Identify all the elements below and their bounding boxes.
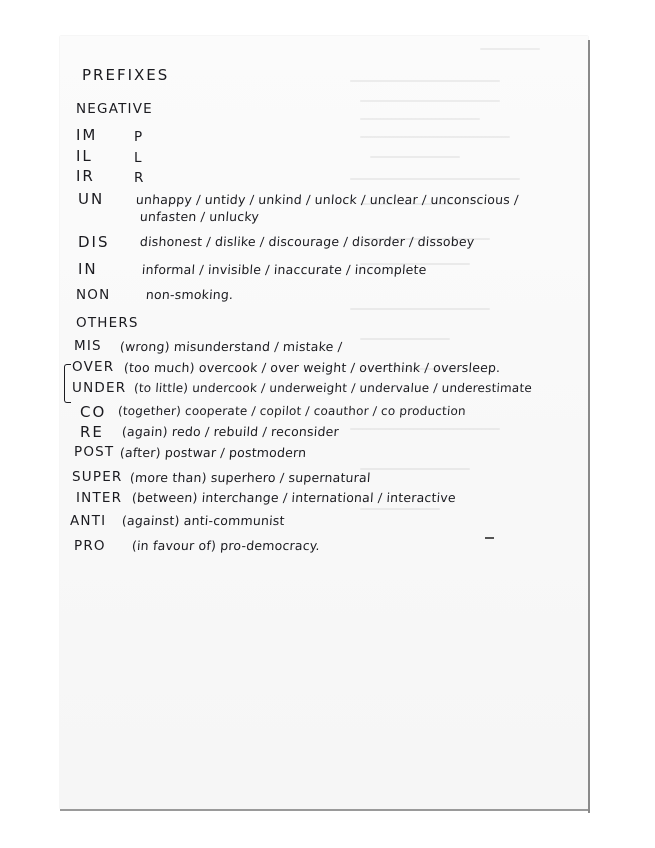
over-under-bracket — [64, 364, 71, 403]
prefix-non: NON — [76, 287, 111, 303]
prefix-il: IL — [76, 147, 93, 165]
negative-heading: NEGATIVE — [76, 101, 153, 117]
prefix-in-examples: informal / invisible / inaccurate / incomplete — [141, 262, 428, 277]
prefix-un-examples: unhappy / untidy / unkind / unlock / unclear / unconscious / — [135, 192, 520, 207]
prefix-re: RE — [80, 423, 104, 441]
prefix-mis: MIS — [74, 338, 102, 354]
prefix-under-examples: (to little) undercook / underweight / undervalue / underestimate — [133, 381, 533, 395]
others-heading: OTHERS — [76, 315, 139, 331]
prefix-inter-examples: (between) interchange / international / interactive — [131, 490, 457, 505]
prefix-ir: IR — [76, 167, 95, 185]
prefix-ir-letter: R — [134, 170, 145, 186]
prefix-im: IM — [76, 126, 98, 144]
prefix-non-examples: non-smoking. — [145, 287, 234, 302]
prefix-inter: INTER — [76, 490, 123, 506]
prefix-in: IN — [78, 260, 98, 278]
prefix-super: SUPER — [72, 469, 123, 485]
prefix-co-examples: (together) cooperate / copilot / coauthor / co production — [117, 404, 467, 418]
prefix-dis-examples: dishonest / dislike / discourage / disorder / dissobey — [139, 234, 475, 249]
prefix-anti-examples: (against) anti-communist — [121, 513, 286, 528]
prefix-post-examples: (after) postwar / postmodern — [119, 445, 307, 460]
stray-mark — [485, 537, 494, 539]
prefix-pro: PRO — [74, 538, 106, 554]
prefix-im-letter: P — [134, 129, 144, 145]
prefix-re-examples: (again) redo / rebuild / reconsider — [121, 424, 340, 439]
prefix-pro-examples: (in favour of) pro-democracy. — [131, 538, 321, 553]
prefix-co: CO — [80, 403, 107, 421]
page-title: PREFIXES — [82, 66, 170, 84]
bleed-through-text — [330, 38, 590, 538]
prefix-mis-examples: (wrong) misunderstand / mistake / — [119, 339, 343, 354]
prefix-il-letter: L — [134, 150, 143, 166]
prefix-un-examples-cont: unfasten / unlucky — [139, 209, 260, 224]
prefix-over-examples: (too much) overcook / over weight / overthink / oversleep. — [123, 360, 501, 375]
prefix-anti: ANTI — [70, 513, 107, 529]
prefix-dis: DIS — [78, 233, 110, 251]
prefix-over: OVER — [72, 359, 115, 375]
prefix-post: POST — [74, 444, 115, 460]
prefix-under: UNDER — [72, 380, 127, 396]
prefix-un: UN — [78, 190, 105, 208]
prefix-super-examples: (more than) superhero / supernatural — [129, 470, 372, 485]
